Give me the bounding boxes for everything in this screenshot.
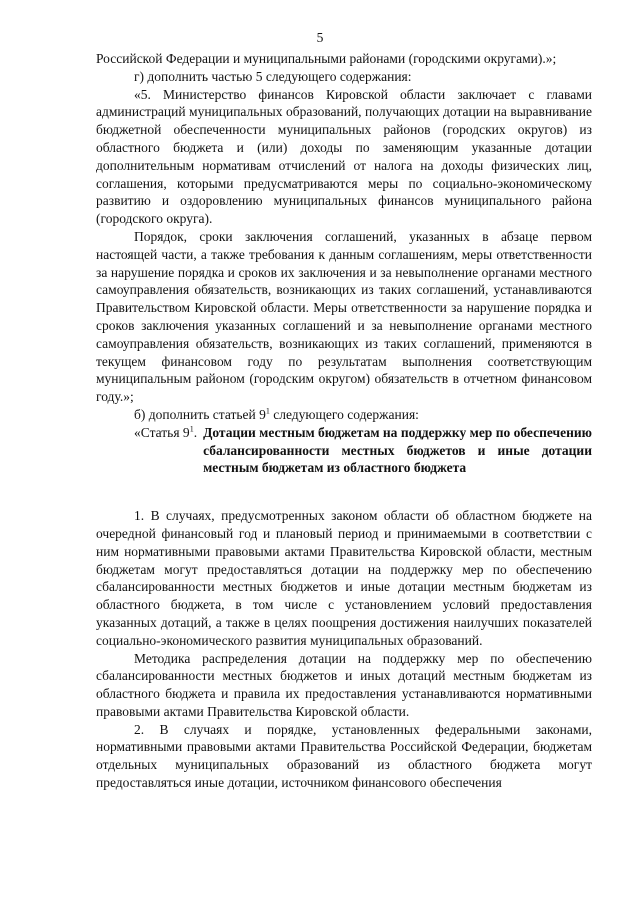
article-label-suffix: . (193, 424, 198, 440)
item-b-superscript: 1 (265, 406, 270, 416)
item-b-text-end: следующего содержания: (269, 406, 419, 422)
paragraph-item-g: г) дополнить частью 5 следующего содержания: (134, 68, 412, 84)
item-b-text: б) дополнить статьей 9 (134, 406, 266, 422)
paragraph-item-b (96, 406, 592, 424)
document-body (96, 50, 592, 792)
article-label (134, 424, 197, 477)
article-title: Дотации местным бюджетам на поддержку мер по обеспечению сбалансированности местных бюджетов и иные дотации местным бюджетам из областного бюджета (203, 424, 592, 476)
article-paragraph-methodology: Методика распределения дотации на поддержку мер по обеспечению сбалансированности местных бюджетов и иных дотаций местным бюджетам из областного бюджета и правила их предоставления устанавливаются нормативными правовыми актами Правительства Кировской области. (96, 650, 592, 719)
paragraph-part-5: «5. Министерство финансов Кировской области заключает с главами администраций муниципальных образований, получающих дотации на выравнивание бюджетной обеспеченности муниципальных районов (городских округов) из областного бюджета и (или) доходы по заменяющим указанные дотации дополнительным нормативам отчислений от налога на доходы физических лиц, соглашения, которыми предусматриваются меры по социально-экономическому развитию и оздоровлению муниципальных финансов муниципального района (городского округа). (96, 86, 592, 227)
paragraph-continuation: Российской Федерации и муниципальными районами (городскими округами).»; (96, 51, 557, 66)
page-number: 5 (316, 30, 324, 45)
spacer (96, 477, 592, 507)
article-label-prefix: «Статья 9 (134, 424, 190, 440)
article-label-superscript: 1 (189, 424, 194, 434)
article-heading (96, 424, 592, 477)
article-paragraph-2: 2. В случаях и порядке, установленных федеральными законами, нормативными правовыми актами Правительства Российской Федерации, бюджетам отдельных муниципальных образований из областного бюджета могут предоставляться иные дотации, источником финансового обеспечения (96, 721, 592, 791)
paragraph-procedure: Порядок, сроки заключения соглашений, указанных в абзаце первом настоящей части, а также требования к данным соглашениям, меры ответственности за нарушение порядка и сроков их заключения и за невыполнение органами местного самоуправления обязательств, возникающих из таких соглашений, устанавливаются Правительством Кировской области. Меры ответственности за нарушение порядка и сроков заключения указанных соглашений и за невыполнение органами местного самоуправления обязательств, возникающих из таких соглашений, применяются в текущем финансовом году по результатам выполнения соответствующим муниципальным районом (городским округом) обязательств в отчетном финансовом году.»; (96, 228, 592, 405)
article-paragraph-1: 1. В случаях, предусмотренных законом области об областном бюджете на очередной финансовый год и плановый период и принимаемыми в соответствии с ним нормативными правовыми актами Правительства Кировской области, местным бюджетам могут предоставляться дотации на поддержку мер по обеспечению сбалансированности местных бюджетов и иные дотации местным бюджетам из областного бюджета, в том числе с установлением условий предоставления указанных дотаций, а также в целях поощрения достижения наилучших показателей социально-экономического развития муниципальных образований. (96, 508, 592, 648)
